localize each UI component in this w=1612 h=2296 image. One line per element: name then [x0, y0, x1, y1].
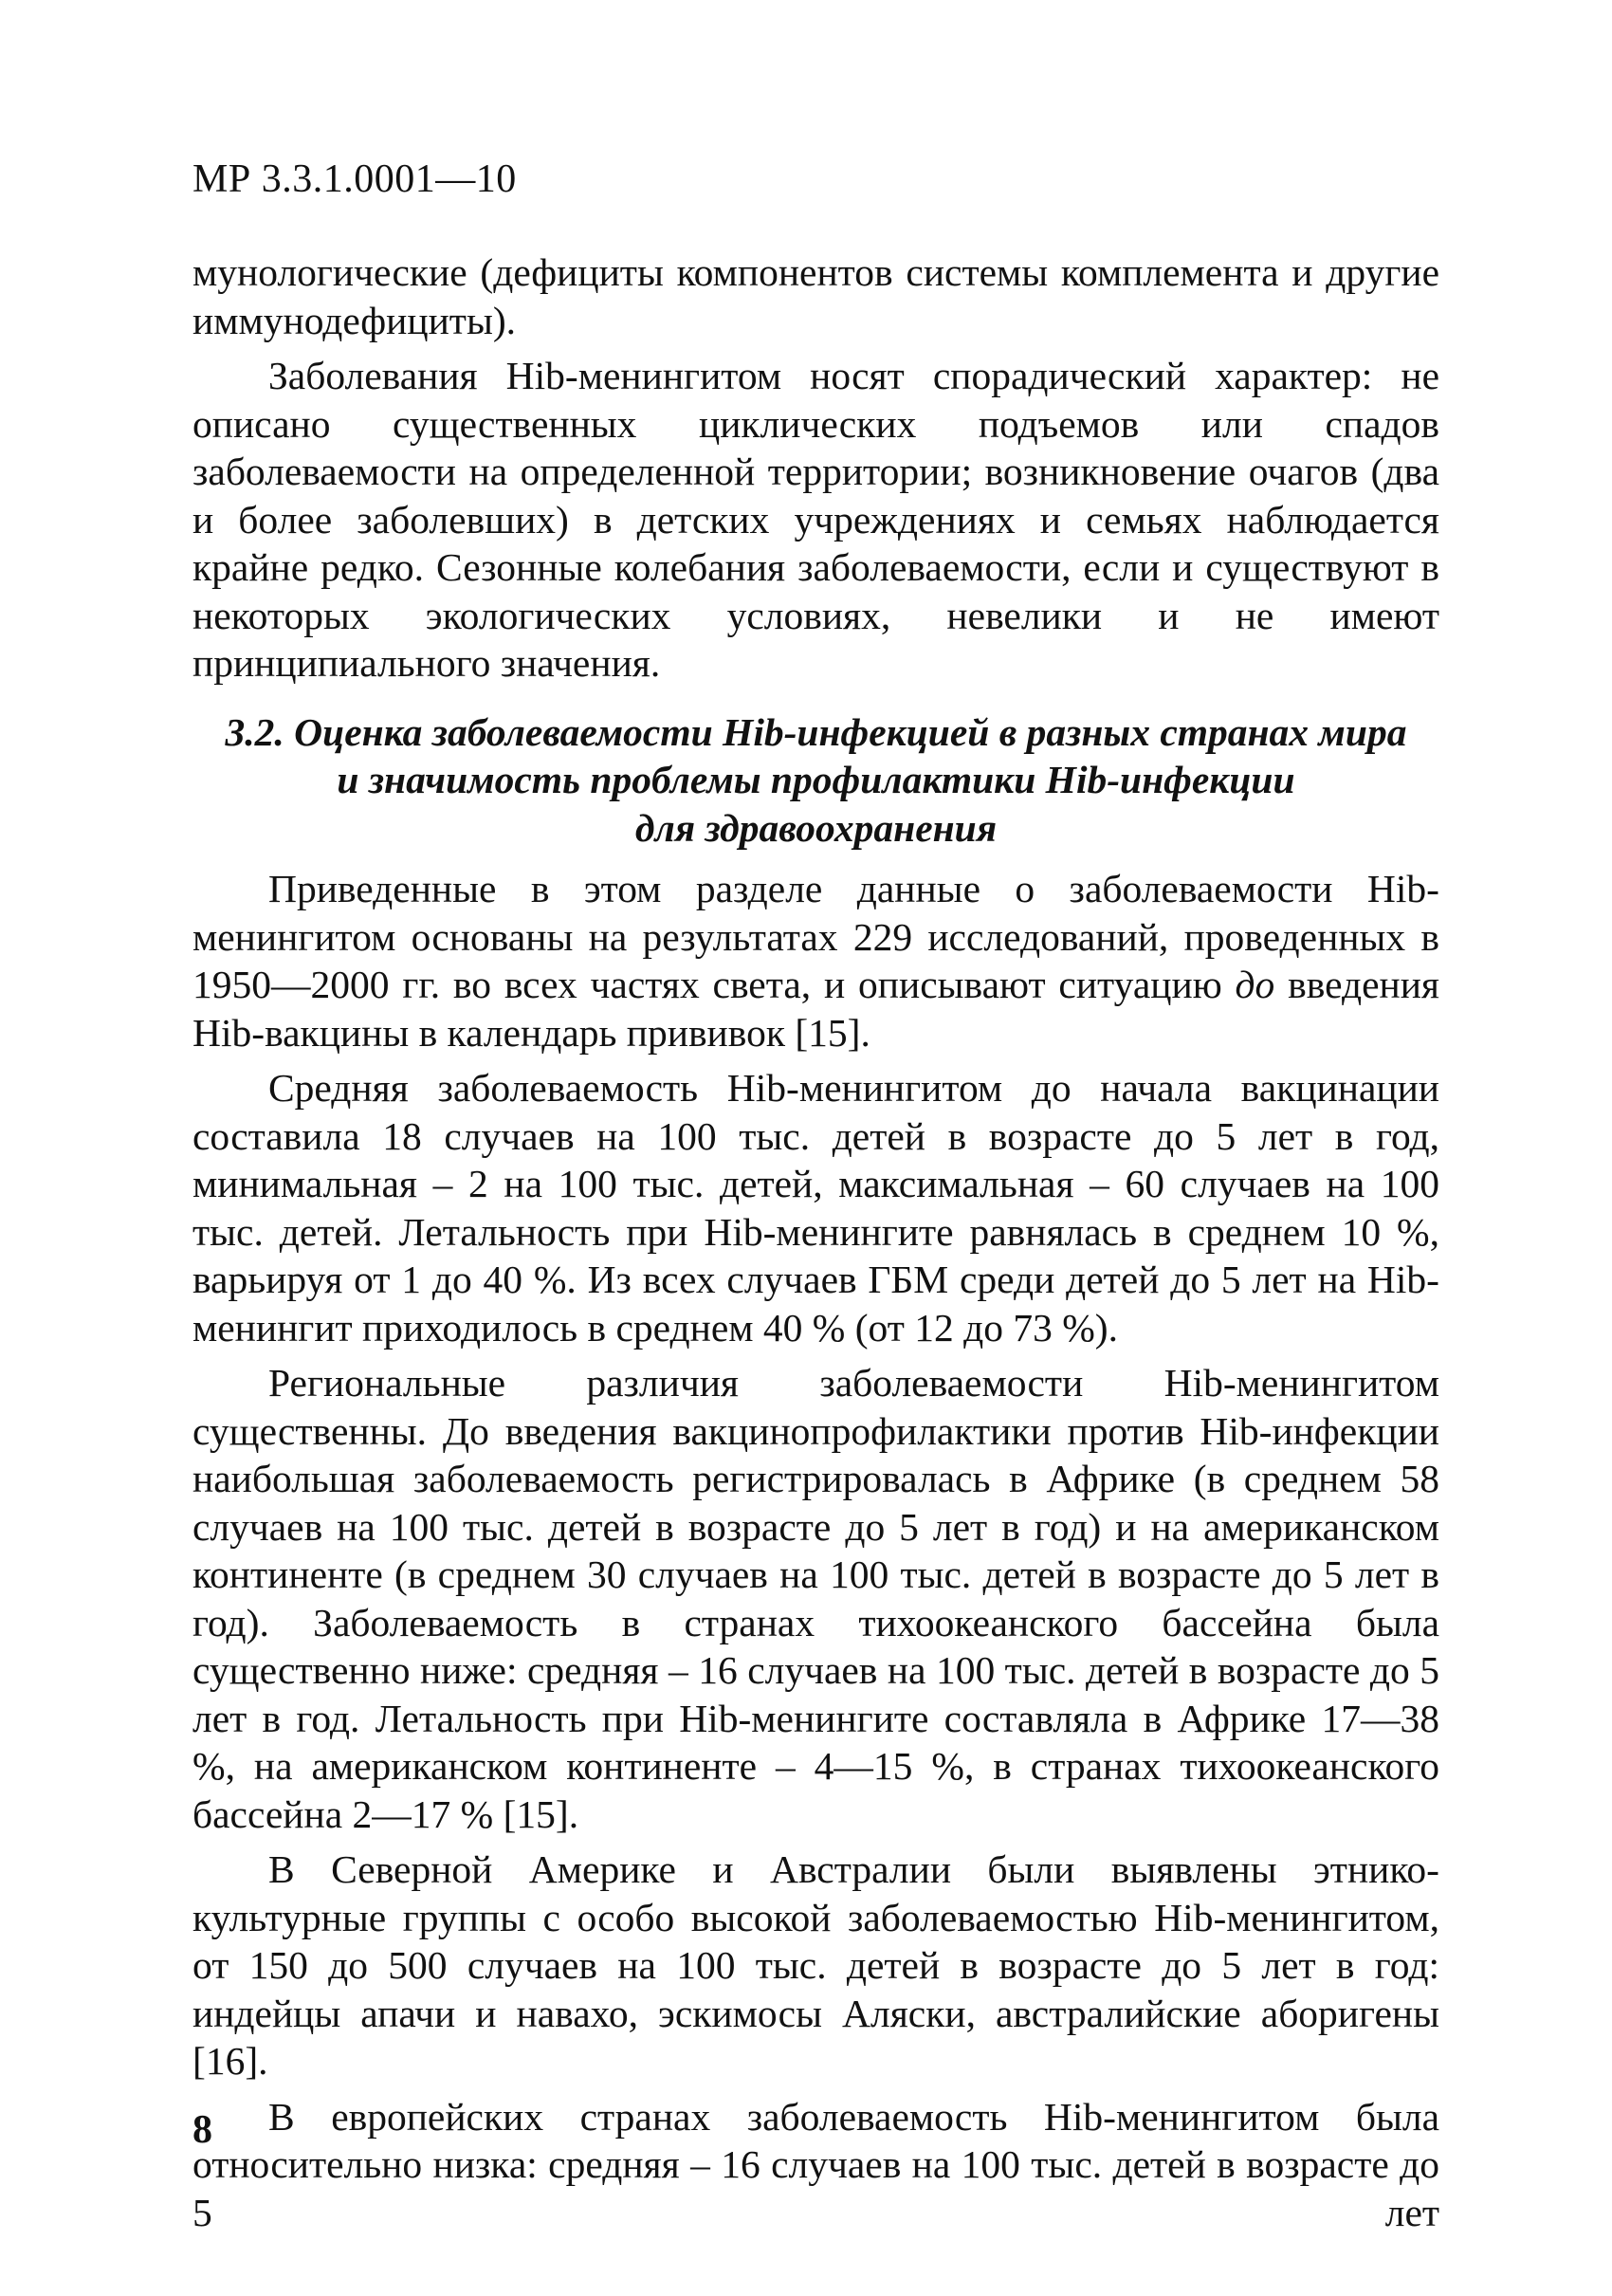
paragraph-regional-differences: Региональные различия заболеваемости Hib-менингитом существенны. До введения вакцинопрофилактики против Hib-инфекции наибольшая заболеваемость регистрировалась в Африке (в среднем 58 случаев на 100 тыс. детей в возрасте до 5 лет в год) и на американском континенте (в среднем 30 случаев на 100 тыс. детей в возрасте до 5 лет в год). Заболеваемость в странах тихоокеанского бассейна была существенно ниже: средняя – 16 случаев на 100 тыс. детей в возрасте до 5 лет в год. Летальность при Hib-менингите составляла в Африке 17—38 %, на американском континенте – 4—15 %, в странах тихоокеанского бассейна 2—17 % [15].	[192, 1361, 1439, 1836]
paragraph-data-source-part-1: Приведенные в этом разделе данные о заболеваемости Hib-менингитом основаны на результатах 229 исследований, проведенных в 1950—2000 гг. во всех частях света, и описывают ситуацию	[192, 867, 1439, 1006]
body-text	[192, 248, 1439, 2244]
page-number: 8	[192, 2108, 212, 2152]
paragraph-ethnic-groups: В Северной Америке и Австралии были выявлены этнико-культурные группы с особо высокой заболеваемостью Hib-менингитом, от 150 до 500 случаев на 100 тыс. детей в возрасте до 5 лет в год: индейцы апачи и навахо, эскимосы Аляски, австралийские аборигены [16].	[192, 1847, 1439, 2083]
section-heading-line-3: для здравоохранения	[634, 805, 998, 850]
section-number: 3.2.	[225, 709, 284, 754]
paragraph-average-incidence: Средняя заболеваемость Hib-менингитом до начала вакцинации составила 18 случаев на 100 тыс. детей в возрасте до 5 лет в год, минимальная – 2 на 100 тыс. детей, максимальная – 60 случаев на 100 тыс. детей. Летальность при Hib-менингите равнялась в среднем 10 %, варьируя от 1 до 40 %. Из всех случаев ГБМ среди детей до 5 лет на Hib-менингит приходилось в среднем 40 % (от 12 до 73 %).	[192, 1066, 1439, 1350]
paragraph-data-source	[192, 865, 1439, 1056]
section-heading-line-1	[192, 708, 1439, 757]
paragraph-continuation: мунологические (дефициты компонентов системы комплемента и другие иммунодефициты).	[192, 250, 1439, 342]
section-heading	[192, 708, 1439, 853]
document-code-header: МР 3.3.1.0001—10	[192, 157, 517, 201]
paragraph-data-source-part-2: введения Hib-вакцины в календарь прививок [15].	[192, 963, 1439, 1055]
section-title-part-1: Оценка заболеваемости Hib-инфекцией в разных странах мира	[294, 709, 1407, 754]
emphasis-before: до	[1235, 963, 1275, 1006]
paragraph-sporadic-character: Заболевания Hib-менингитом носят спорадический характер: не описано существенных циклических подъемов или спадов заболеваемости на определенной территории; возникновение очагов (два и более заболевших) в детских учреждениях и семьях наблюдается крайне редко. Сезонные колебания заболеваемости, если и существуют в некоторых экологических условиях, невелики и не имеют принципиального значения.	[192, 354, 1439, 685]
section-heading-line-2: и значимость проблемы профилактики Hib-инфекции	[337, 758, 1295, 801]
paragraph-european-countries: В европейских странах заболеваемость Hib-менингитом была относительно низка: средняя – 16 случаев на 100 тыс. детей в возрасте до 5 лет	[192, 2094, 1439, 2234]
